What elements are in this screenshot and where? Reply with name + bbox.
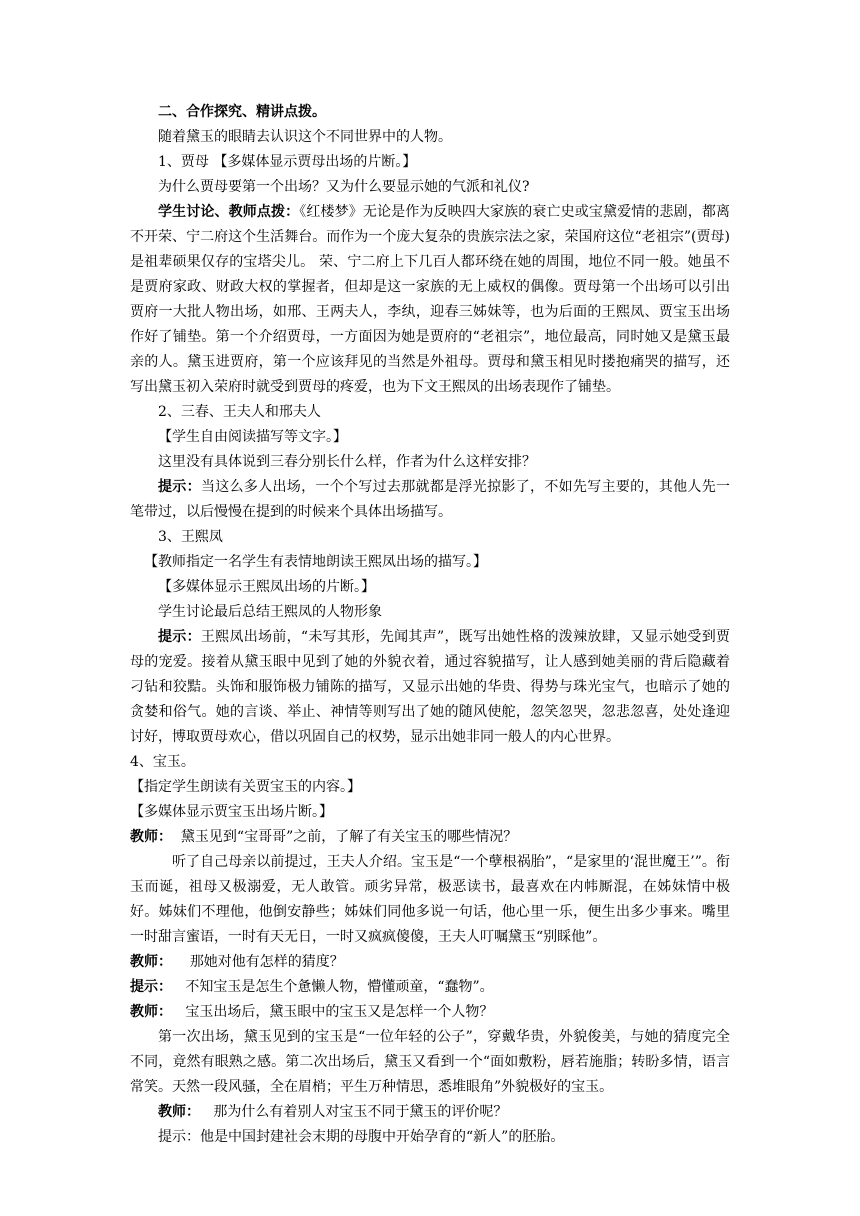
section-heading: 二、合作探究、精讲点拨。	[158, 104, 326, 120]
section-3-answer	[130, 625, 730, 750]
answer-text: 《红楼梦》无论是作为反映四大家族的衰亡史或宝黛爱情的悲剧，都离不开荣、宁二府这个生活舞台。而作为一个庞大复杂的贵族宗法之家，荣国府这位“老祖宗”(贾母)是祖辈硕果仅存的宝塔尖儿。 荣、宁二府上下几百人都环绕在她的周围，地位不同一般。她虽不是贾府家政、财政大权的掌握者，但却是这一家族的无上威权的偶像。贾母第一个出场可以引出贾府一大批人物出场，如邢、王两夫人，李纨，迎春三姊妹等，也为后面的王熙凤、贾宝玉出场作好了铺垫。第一个介绍贾母，一方面因为她是贾府的“老祖宗”，地位最高，同时她又是黛玉最亲的人。黛玉进贾府，第一个应该拜见的当然是外祖母。贾母和黛玉相见时搂抱痛哭的描写，还写出黛玉初入荣府时就受到贾母的疼爱，也为下文王熙凤的出场表现作了铺垫。	[130, 204, 730, 395]
section-3-note-1: 【教师指定一名学生有表情地朗读王熙凤出场的描写。】	[144, 554, 487, 570]
section-1-question: 为什么贾母要第一个出场？又为什么要显示她的气派和礼仪?	[158, 179, 530, 195]
answer-text: 当这么多人出场，一个个写过去那就都是浮光掠影了，不如先写主要的，其他人先一笔带过，以后慢慢在提到的时候来个具体出场描写。	[130, 479, 731, 520]
section-2-note: 【学生自由阅读描写等文字。】	[158, 429, 347, 445]
document-page	[130, 100, 730, 1150]
answer-paragraph-3: 第一次出场，黛玉见到的宝玉是“一位年轻的公子”，穿戴华贵，外貌俊美，与她的猜度完全不同，竟然有眼熟之感。第二次出场后，黛玉又看到一个“面如敷粉，唇若施脂；转盼多情，语言常笑。天然一段风骚，全在眉梢；平生万种情思，悉堆眼角”外貌极好的宝玉。	[130, 1029, 730, 1095]
section-4-title: 4、宝玉。	[130, 754, 195, 770]
section-2-question: 这里没有具体说到三春分别长什么样，作者为什么这样安排？	[158, 454, 536, 470]
hint-answer-2	[130, 975, 730, 1000]
teacher-label: 教师：	[130, 954, 172, 970]
teacher-label: 教师：	[158, 1104, 200, 1120]
intro-paragraph: 随着黛玉的眼睛去认识这个不同世界中的人物。	[158, 129, 452, 145]
teacher-question-1	[130, 825, 730, 850]
answer-paragraph-1: 听了自己母亲以前提过，王夫人介绍。宝玉是“一个孽根祸胎”，“是家里的‘混世魔王’”。衔玉而诞，祖母又极溺爱，无人敢管。顽劣异常，极恶读书，最喜欢在内帏厮混，在姊妹情中极好。姊妹们不理他，他倒安静些；姊妹们同他多说一句话，他心里一乐，便生出多少事来。嘴里一时甜言蜜语，一时有天无日，一时又疯疯傻傻，王夫人叮嘱黛玉“别睬他”。	[130, 854, 730, 945]
question-text: 那为什么有着别人对宝玉不同于黛玉的评价呢？	[213, 1104, 508, 1120]
teacher-label: 教师：	[130, 1004, 172, 1020]
section-1-answer	[130, 200, 730, 400]
section-1-title: 1、贾母 【多媒体显示贾母出场的片断。】	[158, 154, 417, 170]
question-text: 那她对他有怎样的猜度？	[189, 954, 344, 970]
answer-text: 不知宝玉是怎生个惫懒人物，懵懂顽童，“蠢物”。	[185, 979, 494, 995]
section-4-note-2: 【多媒体显示贾宝玉出场片断。】	[130, 804, 333, 820]
section-3-title: 3、王熙凤	[158, 529, 223, 545]
hint-label: 提示：	[130, 979, 172, 995]
section-2-title: 2、三春、王夫人和邢夫人	[158, 404, 321, 420]
answer-lead: 学生讨论、教师点拨：	[158, 204, 300, 220]
section-4-note-1: 【指定学生朗读有关贾宝玉的内容。】	[130, 779, 361, 795]
question-text: 黛玉见到“宝哥哥”之前，了解了有关宝玉的哪些情况？	[180, 829, 518, 845]
question-text: 宝玉出场后，黛玉眼中的宝玉又是怎样一个人物？	[185, 1004, 494, 1020]
teacher-question-2	[130, 950, 730, 975]
section-2-answer	[130, 475, 730, 525]
answer-paragraph-4: 提示：他是中国封建社会末期的母腹中开始孕育的“新人”的胚胎。	[158, 1129, 565, 1145]
teacher-question-4	[130, 1100, 730, 1125]
teacher-label: 教师：	[130, 829, 172, 845]
hint-lead: 提示：	[158, 629, 201, 645]
answer-text: 王熙凤出场前，“未写其形，先闻其声”，既写出她性格的泼辣放肆，又显示她受到贾母的宠爱。接着从黛玉眼中见到了她的外貌衣着，通过容貌描写，让人感到她美丽的背后隐藏着刁钻和狡黠。头饰和服饰极力铺陈的描写，又显示出她的华贵、得势与珠光宝气，也暗示了她的贪婪和俗气。她的言谈、举止、神情等则写出了她的随风使舵，忽笑忽哭，忽悲忽喜，处处逢迎讨好，博取贾母欢心，借以巩固自己的权势，显示出她非同一般人的内心世界。	[130, 629, 731, 745]
teacher-question-3	[130, 1000, 730, 1025]
hint-lead: 提示：	[158, 479, 201, 495]
section-3-task: 学生讨论最后总结王熙凤的人物形象	[158, 604, 382, 620]
section-3-note-2: 【多媒体显示王熙凤出场的片断。】	[158, 579, 375, 595]
